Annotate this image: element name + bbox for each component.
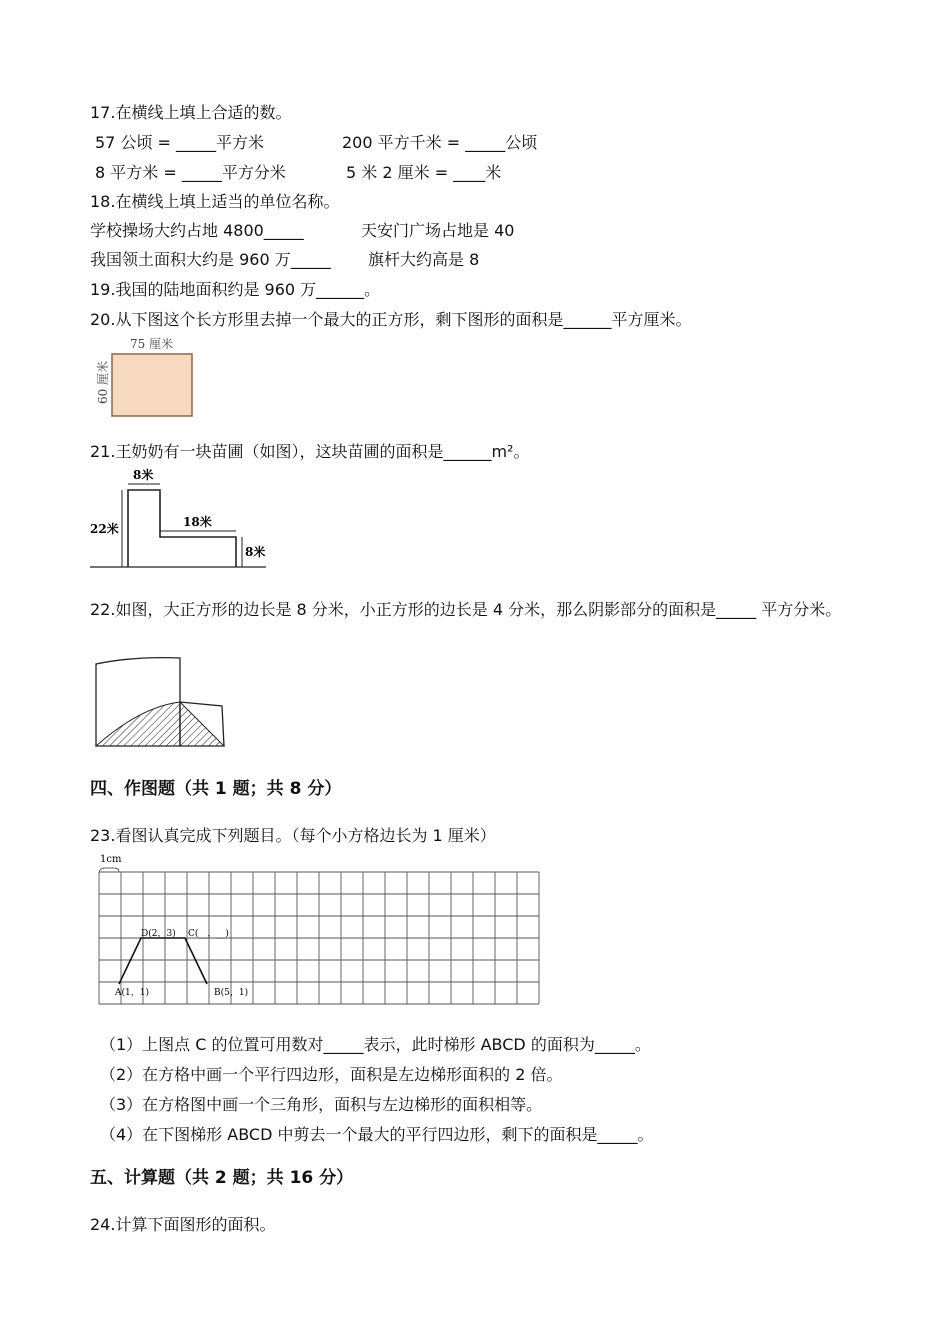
point-a-label: A(1，1)	[115, 988, 149, 998]
q23-title: 23.看图认真完成下列题目。（每个小方格边长为 1 厘米）	[90, 826, 496, 845]
point-b-label: B(5，1)	[214, 988, 249, 998]
q18-item-d: 旗杆大约高是 8	[368, 250, 480, 269]
garden-figure	[88, 465, 270, 573]
top-label: 8米	[133, 468, 154, 482]
q23-sub4: （4）在下图梯形 ABCD 中剪去一个最大的平行四边形，剩下的面积是_____。	[100, 1125, 654, 1144]
q23-sub2: （2）在方格中画一个平行四边形，面积是左边梯形面积的 2 倍。	[100, 1065, 563, 1084]
left-label: 22米	[90, 522, 119, 536]
q23-sub1: （1）上图点 C 的位置可用数对_____表示，此时梯形 ABCD 的面积为_____。	[100, 1035, 651, 1054]
grid-figure	[96, 850, 552, 1010]
scale-label: 1cm	[100, 854, 122, 865]
rectangle-shape	[112, 354, 192, 416]
section-4-heading: 四、作图题（共 1 题；共 8 分）	[90, 779, 342, 799]
q17-item-d: 5 米 2 厘米 = ____米	[346, 163, 502, 182]
point-d-label: D(2，3)	[141, 929, 176, 939]
shaded-region	[96, 702, 224, 746]
squares-figure	[90, 652, 250, 752]
scale-brace	[99, 868, 119, 874]
q20-title: 20.从下图这个长方形里去掉一个最大的正方形，剩下图形的面积是______平方厘米。	[90, 310, 692, 329]
q18-item-c: 我国领土面积大约是 960 万_____	[90, 250, 331, 269]
q17-item-c: 8 平方米 = _____平方分米	[95, 163, 286, 182]
mid-label: 18米	[183, 515, 212, 529]
q22-title: 22.如图，大正方形的边长是 8 分米，小正方形的边长是 4 分米，那么阴影部分的面积是_____ 平方分米。	[90, 600, 842, 619]
right-label: 8米	[245, 545, 266, 559]
q21-title: 21.王奶奶有一块苗圃（如图），这块苗圃的面积是______m²。	[90, 442, 530, 461]
garden-outline	[128, 490, 236, 567]
q18-title: 18.在横线上填上适当的单位名称。	[90, 192, 340, 211]
q24-title: 24.计算下面图形的面积。	[90, 1215, 276, 1234]
q19-title: 19.我国的陆地面积约是 960 万______。	[90, 280, 381, 299]
section-5-heading: 五、计算题（共 2 题；共 16 分）	[90, 1168, 354, 1188]
rectangle-height-label: 60 厘米	[96, 360, 110, 404]
q17-title: 17.在横线上填上合适的数。	[90, 103, 292, 122]
q17-item-a: 57 公顷 = _____平方米	[95, 133, 265, 152]
point-c-label: C(__，__)	[188, 929, 229, 939]
trapezoid-abcd	[119, 938, 207, 984]
q23-sub3: （3）在方格图中画一个三角形，面积与左边梯形的面积相等。	[100, 1095, 543, 1114]
q17-item-b: 200 平方千米 = _____公顷	[342, 133, 538, 152]
q18-item-a: 学校操场大约占地 4800_____	[90, 221, 304, 240]
q18-item-b: 天安门广场占地是 40	[361, 221, 515, 240]
rectangle-width-label: 75 厘米	[130, 337, 174, 351]
rectangle-figure	[90, 334, 210, 424]
